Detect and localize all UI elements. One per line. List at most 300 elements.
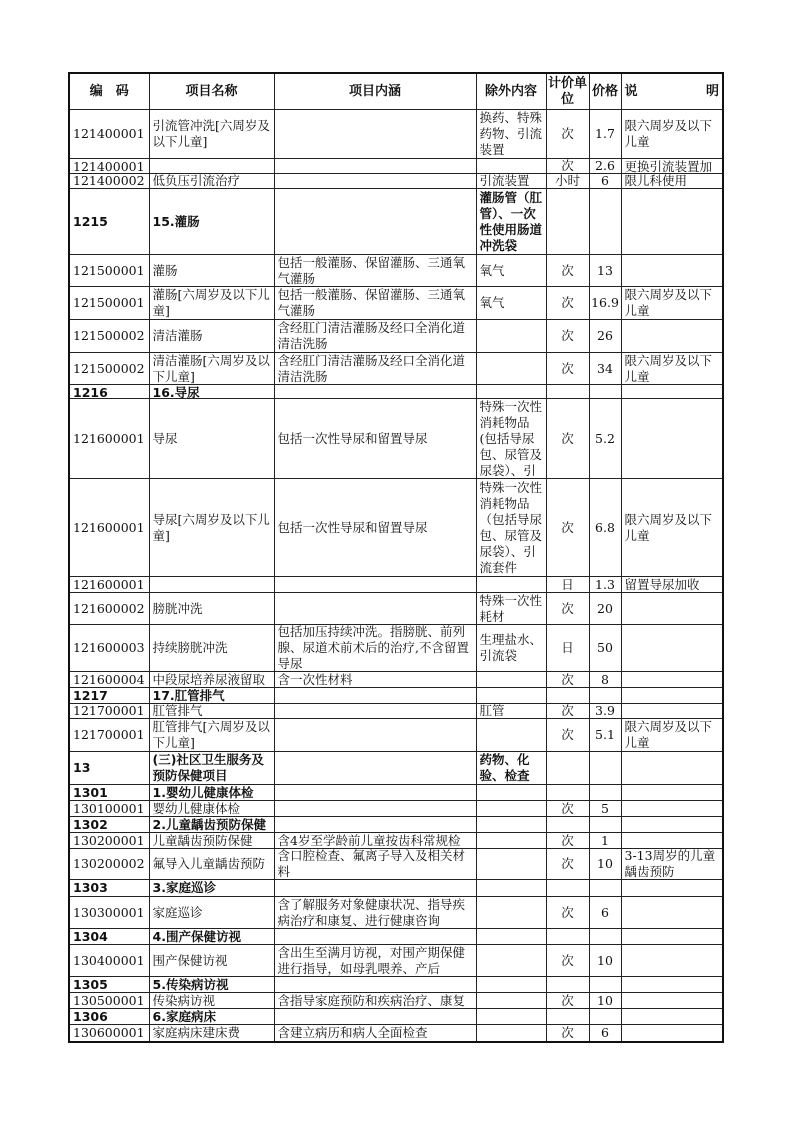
exclude-text: 引流装置	[479, 174, 530, 188]
name-text: 6.家庭病床	[152, 1009, 216, 1024]
cell-exclude	[476, 593, 546, 625]
cell-unit	[546, 159, 589, 174]
unit-text: 次	[561, 727, 574, 742]
price-text	[590, 189, 621, 254]
cell-note	[621, 625, 723, 672]
cell-name	[149, 625, 274, 672]
header-name	[149, 73, 274, 110]
cell-name	[149, 255, 274, 287]
cell-exclude	[476, 577, 546, 593]
cell-note	[621, 672, 723, 688]
price-text	[590, 929, 621, 944]
note-text: 限六周岁及以下儿童	[624, 118, 713, 149]
table-row	[69, 255, 723, 287]
code-text: 121600001	[73, 577, 145, 592]
content-text	[275, 110, 476, 158]
cell-note	[621, 929, 723, 945]
unit-text	[547, 752, 589, 784]
name-text: 儿童龋齿预防保健	[152, 833, 253, 848]
cell-code	[69, 704, 149, 719]
exclude-text	[477, 353, 546, 384]
content-text: 含口腔检查、氟离子导入及相关材料	[277, 849, 466, 879]
cell-unit	[546, 945, 589, 977]
cell-price	[589, 353, 621, 385]
cell-name	[149, 833, 274, 849]
note-text: 3-13周岁的儿童龋齿预防	[624, 849, 716, 879]
exclude-text	[477, 833, 546, 848]
cell-code	[69, 1025, 149, 1043]
code-text: 1306	[73, 1009, 108, 1024]
note-text	[622, 929, 723, 944]
cell-name	[149, 785, 274, 801]
cell-note	[621, 752, 723, 785]
price-text: 50	[597, 640, 613, 655]
cell-note	[621, 977, 723, 993]
code-text: 121500002	[73, 328, 145, 343]
price-text	[590, 785, 621, 800]
cell-price	[589, 110, 621, 159]
content-text	[275, 704, 476, 718]
cell-price	[589, 159, 621, 174]
code-text: 1303	[73, 880, 108, 895]
cell-content	[274, 353, 476, 385]
table-row	[69, 897, 723, 929]
cell-note	[621, 353, 723, 385]
cell-code	[69, 945, 149, 977]
cell-note	[621, 785, 723, 801]
table-row	[69, 719, 723, 752]
unit-text: 次	[561, 159, 574, 173]
cell-price	[589, 785, 621, 801]
price-text: 34	[597, 360, 613, 376]
table-row	[69, 593, 723, 625]
unit-text: 次	[561, 430, 574, 446]
price-text: 16.9	[591, 295, 619, 310]
cell-name	[149, 929, 274, 945]
content-text: 含指导家庭预防和疾病治疗、康复	[277, 993, 466, 1008]
code-text: 130200001	[73, 833, 145, 848]
cell-price	[589, 287, 621, 320]
cell-content	[274, 159, 476, 174]
code-text: 121700001	[73, 704, 145, 718]
cell-name	[149, 704, 274, 719]
cell-exclude	[476, 1025, 546, 1043]
cell-content	[274, 817, 476, 833]
note-text	[622, 833, 723, 848]
cell-note	[621, 817, 723, 833]
exclude-text	[477, 785, 546, 800]
exclude-text	[477, 577, 546, 592]
name-text: 灌肠[六周岁及以下儿童]	[152, 287, 270, 318]
cell-exclude	[476, 977, 546, 993]
content-text: 含4岁至学龄前儿童按齿科常规检	[277, 833, 461, 848]
header-code-label: 编 码	[89, 83, 129, 99]
cell-code	[69, 817, 149, 833]
exclude-text	[477, 1025, 546, 1041]
price-text: 26	[597, 328, 613, 343]
cell-unit	[546, 479, 589, 577]
cell-name	[149, 287, 274, 320]
note-text	[622, 704, 723, 718]
price-text: 1	[601, 833, 609, 848]
content-text: 含一次性材料	[277, 672, 353, 687]
cell-content	[274, 704, 476, 719]
cell-content	[274, 672, 476, 688]
cell-price	[589, 174, 621, 189]
price-text	[590, 1009, 621, 1024]
table-row	[69, 704, 723, 719]
cell-exclude	[476, 625, 546, 672]
content-text	[275, 189, 476, 254]
cell-content	[274, 688, 476, 704]
note-text	[622, 945, 723, 976]
cell-exclude	[476, 993, 546, 1009]
cell-code	[69, 897, 149, 929]
price-text: 6	[601, 904, 609, 920]
cell-price	[589, 993, 621, 1009]
cell-code	[69, 1009, 149, 1025]
table-row	[69, 801, 723, 817]
cell-note	[621, 479, 723, 577]
code-text: 121400001	[73, 159, 145, 173]
cell-exclude	[476, 880, 546, 897]
cell-note	[621, 174, 723, 189]
unit-text	[547, 189, 589, 254]
exclude-text	[477, 385, 546, 398]
content-text: 含经肛门清洁灌肠及经口全消化道清洁洗肠	[277, 320, 466, 351]
cell-exclude	[476, 287, 546, 320]
name-text: 肛管排气	[152, 704, 203, 718]
cell-code	[69, 752, 149, 785]
cell-name	[149, 880, 274, 897]
section-row	[69, 688, 723, 704]
table-row	[69, 1025, 723, 1043]
cell-content	[274, 479, 476, 577]
cell-code	[69, 479, 149, 577]
cell-name	[149, 159, 274, 174]
exclude-text: 灌肠管（肛管）、一次性使用肠道冲洗袋	[479, 189, 543, 253]
header-unit-label: 计价单位	[547, 75, 587, 107]
cell-note	[621, 159, 723, 174]
cell-unit	[546, 704, 589, 719]
note-text	[622, 1025, 723, 1041]
cell-unit	[546, 688, 589, 704]
note-text	[622, 593, 723, 624]
cell-content	[274, 897, 476, 929]
cell-content	[274, 189, 476, 255]
content-text	[275, 174, 476, 188]
section-row	[69, 189, 723, 255]
unit-text	[547, 688, 589, 703]
cell-price	[589, 189, 621, 255]
exclude-text	[477, 1009, 546, 1024]
cell-name	[149, 1025, 274, 1043]
cell-content	[274, 880, 476, 897]
note-text	[622, 897, 723, 928]
cell-price	[589, 929, 621, 945]
cell-price	[589, 385, 621, 399]
cell-unit	[546, 399, 589, 479]
content-text	[275, 977, 476, 992]
cell-content	[274, 625, 476, 672]
unit-text	[547, 785, 589, 800]
table-row	[69, 159, 723, 174]
cell-name	[149, 801, 274, 817]
note-text	[622, 255, 723, 286]
note-text: 限六周岁及以下儿童	[624, 287, 713, 318]
exclude-text: 氧气	[479, 295, 505, 310]
exclude-text	[477, 849, 546, 879]
cell-unit	[546, 593, 589, 625]
cell-unit	[546, 1009, 589, 1025]
unit-text: 次	[561, 328, 574, 343]
name-text: 灌肠	[152, 262, 178, 278]
cell-unit	[546, 785, 589, 801]
name-text: 导尿[六周岁及以下儿童]	[152, 511, 270, 543]
cell-note	[621, 833, 723, 849]
cell-unit	[546, 977, 589, 993]
unit-text: 次	[561, 519, 574, 535]
exclude-text	[477, 688, 546, 703]
cell-content	[274, 577, 476, 593]
code-text: 121500001	[73, 295, 145, 310]
cell-exclude	[476, 785, 546, 801]
header-code	[69, 73, 149, 110]
content-text	[275, 385, 476, 398]
price-text: 6	[601, 1025, 609, 1040]
unit-text: 次	[561, 904, 574, 920]
name-text: 低负压引流治疗	[152, 174, 241, 188]
section-row	[69, 817, 723, 833]
note-text	[622, 880, 723, 896]
exclude-text	[477, 929, 546, 944]
note-text	[622, 399, 723, 478]
code-text: 1302	[73, 817, 108, 832]
cell-content	[274, 385, 476, 399]
cell-content	[274, 719, 476, 752]
cell-note	[621, 1025, 723, 1043]
price-text: 3.9	[595, 704, 615, 718]
code-text: 1301	[73, 785, 108, 800]
note-text	[622, 688, 723, 703]
content-text	[275, 159, 476, 173]
unit-text: 次	[561, 600, 574, 616]
table-row	[69, 945, 723, 977]
cell-name	[149, 110, 274, 159]
content-text	[275, 801, 476, 816]
cell-exclude	[476, 688, 546, 704]
price-text: 13	[597, 262, 613, 278]
cell-note	[621, 993, 723, 1009]
content-text: 含建立病历和病人全面检查	[277, 1025, 428, 1040]
name-text: 围产保健访视	[152, 952, 228, 968]
cell-code	[69, 320, 149, 353]
cell-note	[621, 110, 723, 159]
cell-price	[589, 577, 621, 593]
cell-exclude	[476, 945, 546, 977]
table-row	[69, 849, 723, 880]
cell-name	[149, 189, 274, 255]
section-row	[69, 1009, 723, 1025]
cell-exclude	[476, 849, 546, 880]
cell-exclude	[476, 189, 546, 255]
cell-name	[149, 817, 274, 833]
unit-text: 次	[561, 833, 574, 848]
cell-code	[69, 159, 149, 174]
unit-text: 次	[561, 126, 574, 141]
code-text: 130500001	[73, 993, 145, 1008]
content-text	[275, 785, 476, 800]
note-text	[622, 752, 723, 784]
cell-unit	[546, 672, 589, 688]
name-text	[150, 159, 274, 173]
cell-exclude	[476, 385, 546, 399]
cell-content	[274, 1009, 476, 1025]
code-text: 13	[73, 760, 91, 775]
name-text: 2.儿童龋齿预防保健	[152, 817, 266, 832]
header-name-label: 项目名称	[185, 83, 238, 99]
cell-name	[149, 977, 274, 993]
code-text: 1216	[73, 385, 108, 398]
cell-name	[149, 897, 274, 929]
name-text: 家庭病床建床费	[152, 1025, 241, 1040]
cell-content	[274, 320, 476, 353]
note-text: 限六周岁及以下儿童	[624, 719, 713, 750]
price-text: 5.2	[595, 430, 615, 446]
unit-text: 次	[561, 952, 574, 968]
cell-price	[589, 255, 621, 287]
price-text: 5	[601, 801, 609, 816]
code-text: 121600002	[73, 600, 145, 616]
unit-text: 小时	[554, 174, 580, 188]
header-content	[274, 73, 476, 110]
table-row	[69, 399, 723, 479]
cell-exclude	[476, 159, 546, 174]
table-row	[69, 833, 723, 849]
cell-name	[149, 993, 274, 1009]
code-text: 1217	[73, 688, 108, 703]
price-text	[590, 817, 621, 832]
name-text: 氟导入儿童龋齿预防	[152, 856, 266, 871]
unit-text	[547, 977, 589, 992]
cell-code	[69, 287, 149, 320]
header-note-right: 明	[705, 83, 719, 99]
cell-code	[69, 399, 149, 479]
unit-text	[547, 929, 589, 944]
price-text: 6	[601, 174, 609, 188]
section-row	[69, 385, 723, 399]
unit-text: 次	[561, 993, 574, 1008]
name-text: 16.导尿	[152, 385, 200, 398]
unit-text	[547, 385, 589, 398]
code-text: 121500002	[73, 360, 145, 376]
table-row	[69, 110, 723, 159]
note-text: 限儿科使用	[624, 174, 688, 188]
content-text	[275, 719, 476, 751]
cell-content	[274, 849, 476, 880]
cell-note	[621, 577, 723, 593]
name-text: 家庭巡诊	[152, 904, 203, 920]
code-text: 130300001	[73, 904, 145, 920]
content-text	[275, 577, 476, 592]
cell-content	[274, 785, 476, 801]
exclude-text	[477, 320, 546, 352]
unit-text: 次	[561, 704, 574, 718]
content-text	[275, 880, 476, 896]
cell-price	[589, 719, 621, 752]
cell-note	[621, 945, 723, 977]
content-text: 包括加压持续冲洗。指膀胱、前列腺、尿道术前术后的治疗,不含留置导尿	[277, 625, 469, 671]
table-row	[69, 479, 723, 577]
cell-name	[149, 174, 274, 189]
name-text: 传染病访视	[152, 993, 216, 1008]
header-price-label: 价格	[591, 83, 618, 99]
cell-code	[69, 719, 149, 752]
name-text: 婴幼儿健康体检	[152, 801, 241, 816]
cell-unit	[546, 833, 589, 849]
code-text: 1304	[73, 929, 108, 944]
unit-text: 日	[561, 640, 574, 655]
unit-text	[547, 1009, 589, 1024]
note-text	[622, 801, 723, 816]
code-text: 121600001	[73, 519, 145, 535]
cell-code	[69, 801, 149, 817]
price-text: 10	[597, 856, 613, 871]
cell-code	[69, 672, 149, 688]
name-text: 15.灌肠	[152, 213, 200, 229]
cell-content	[274, 399, 476, 479]
cell-note	[621, 255, 723, 287]
price-text: 10	[597, 952, 613, 968]
name-text: 17.肛管排气	[152, 688, 225, 703]
cell-name	[149, 719, 274, 752]
code-text: 121500001	[73, 262, 145, 278]
cell-unit	[546, 849, 589, 880]
exclude-text: 特殊一次性耗材	[479, 593, 543, 624]
cell-unit	[546, 817, 589, 833]
cell-unit	[546, 577, 589, 593]
name-text: 持续膀胱冲洗	[152, 640, 228, 655]
cell-price	[589, 672, 621, 688]
cell-exclude	[476, 672, 546, 688]
cell-note	[621, 593, 723, 625]
cell-code	[69, 577, 149, 593]
exclude-text	[477, 159, 546, 173]
name-text: 清洁灌肠	[152, 328, 203, 343]
cell-exclude	[476, 897, 546, 929]
exclude-text: 换药、特殊药物、引流装置	[479, 110, 543, 157]
price-text: 8	[601, 672, 609, 687]
cell-unit	[546, 929, 589, 945]
cell-name	[149, 1009, 274, 1025]
exclude-text	[477, 945, 546, 976]
cell-price	[589, 977, 621, 993]
cell-unit	[546, 385, 589, 399]
exclude-text	[477, 719, 546, 751]
code-text: 121600001	[73, 430, 145, 446]
exclude-text	[477, 977, 546, 992]
cell-unit	[546, 897, 589, 929]
cell-code	[69, 189, 149, 255]
cell-price	[589, 704, 621, 719]
exclude-text: 生理盐水、引流袋	[479, 632, 543, 663]
cell-unit	[546, 625, 589, 672]
name-text: 1.婴幼儿健康体检	[152, 785, 254, 800]
code-text: 1305	[73, 977, 108, 992]
cell-name	[149, 577, 274, 593]
cell-content	[274, 929, 476, 945]
content-text: 包括一次性导尿和留置导尿	[277, 430, 428, 446]
